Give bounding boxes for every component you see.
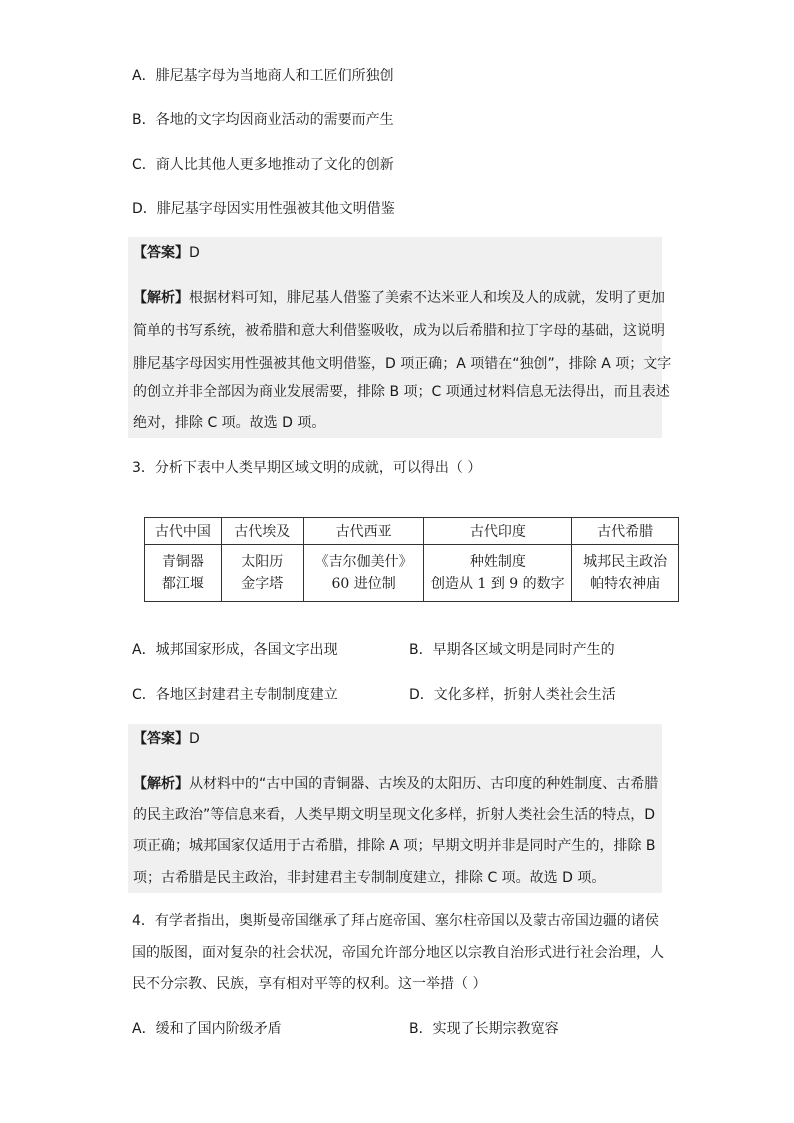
table-cell: 城邦民主政治 帕特农神庙 — [572, 545, 679, 602]
analysis-label: 【解析】 — [133, 776, 189, 792]
q3-analysis-line-1: 【解析】从材料中的“古中国的青铜器、古埃及的太阳历、古印度的种姓制度、古希腊 — [133, 776, 659, 792]
civilization-table — [144, 517, 679, 602]
q2-analysis-line-2: 简单的书写系统，被希腊和意大利借鉴吸收，成为以后希腊和拉丁字母的基础，这说明 — [133, 323, 665, 339]
q2-analysis-line-3: 腓尼基字母因实用性强被其他文明借鉴，D 项正确；A 项错在“独创”，排除 A 项；文字 — [133, 356, 672, 372]
q4-stem-line-1: 4．有学者指出，奥斯曼帝国继承了拜占庭帝国、塞尔柱帝国以及蒙古帝国边疆的诸侯 — [132, 913, 659, 929]
q3-answer — [133, 729, 200, 749]
table-header-row — [145, 518, 679, 545]
q3-analysis-line-4: 项；古希腊是民主政治，非封建君主专制制度建立，排除 C 项。故选 D 项。 — [133, 870, 606, 886]
answer-label: 【答案】 — [133, 245, 189, 261]
analysis-label: 【解析】 — [133, 290, 189, 306]
table-row — [145, 545, 679, 602]
answer-value: D — [189, 731, 200, 747]
q3-stem: 3．分析下表中人类早期区域文明的成就，可以得出（ ） — [132, 460, 482, 476]
q4-stem-line-2: 国的版图，面对复杂的社会状况，帝国允许部分地区以宗教自治形式进行社会治理，人 — [132, 945, 664, 961]
q2-analysis-line-1: 【解析】根据材料可知，腓尼基人借鉴了美索不达米亚人和埃及人的成就，发明了更加 — [133, 290, 665, 306]
q2-option-a: A．腓尼基字母为当地商人和工匠们所独创 — [132, 68, 394, 84]
table-cell: 太阳历 金字塔 — [221, 545, 303, 602]
q3-option-d: D．文化多样，折射人类社会生活 — [409, 687, 616, 703]
table-cell: 种姓制度 创造从 1 到 9 的数字 — [424, 545, 572, 602]
q3-analysis-line-3: 项正确；城邦国家仅适用于古希腊，排除 A 项；早期文明并非是同时产生的，排除 B — [133, 838, 656, 854]
q2-option-b: B．各地的文字均因商业活动的需要而产生 — [132, 112, 394, 128]
q2-option-c: C．商人比其他人更多地推动了文化的创新 — [132, 157, 394, 173]
answer-value: D — [189, 245, 200, 261]
q2-analysis-line-5: 绝对，排除 C 项。故选 D 项。 — [133, 415, 326, 431]
q3-option-b: B．早期各区域文明是同时产生的 — [409, 642, 615, 658]
q3-solution-block — [128, 724, 662, 893]
q4-option-a: A．缓和了国内阶级矛盾 — [132, 1021, 282, 1037]
q4-option-b: B．实现了长期宗教宽容 — [409, 1021, 559, 1037]
q3-option-c: C．各地区封建君主专制制度建立 — [132, 687, 338, 703]
table-header-cell: 古代西亚 — [303, 518, 424, 545]
answer-label: 【答案】 — [133, 731, 189, 747]
q4-stem-line-3: 民不分宗教、民族，享有相对平等的权利。这一举措（ ） — [132, 976, 487, 992]
q3-option-a: A．城邦国家形成，各国文字出现 — [132, 642, 338, 658]
table-header-cell: 古代埃及 — [221, 518, 303, 545]
table-header-cell: 古代印度 — [424, 518, 572, 545]
table-header-cell: 古代中国 — [145, 518, 222, 545]
q2-option-d: D．腓尼基字母因实用性强被其他文明借鉴 — [132, 201, 395, 217]
q3-analysis-line-2: 的民主政治”等信息来看，人类早期文明呈现文化多样，折射人类社会生活的特点，D — [133, 807, 656, 823]
table-header-cell: 古代希腊 — [572, 518, 679, 545]
q2-solution-block — [128, 237, 672, 438]
q2-analysis-line-4: 的创立并非全部因为商业发展需要，排除 B 项；C 项通过材料信息无法得出，而且表述 — [133, 384, 670, 400]
q2-answer — [133, 243, 200, 263]
table-cell: 青铜器 都江堰 — [145, 545, 222, 602]
table-cell: 《吉尔伽美什》 60 进位制 — [303, 545, 424, 602]
